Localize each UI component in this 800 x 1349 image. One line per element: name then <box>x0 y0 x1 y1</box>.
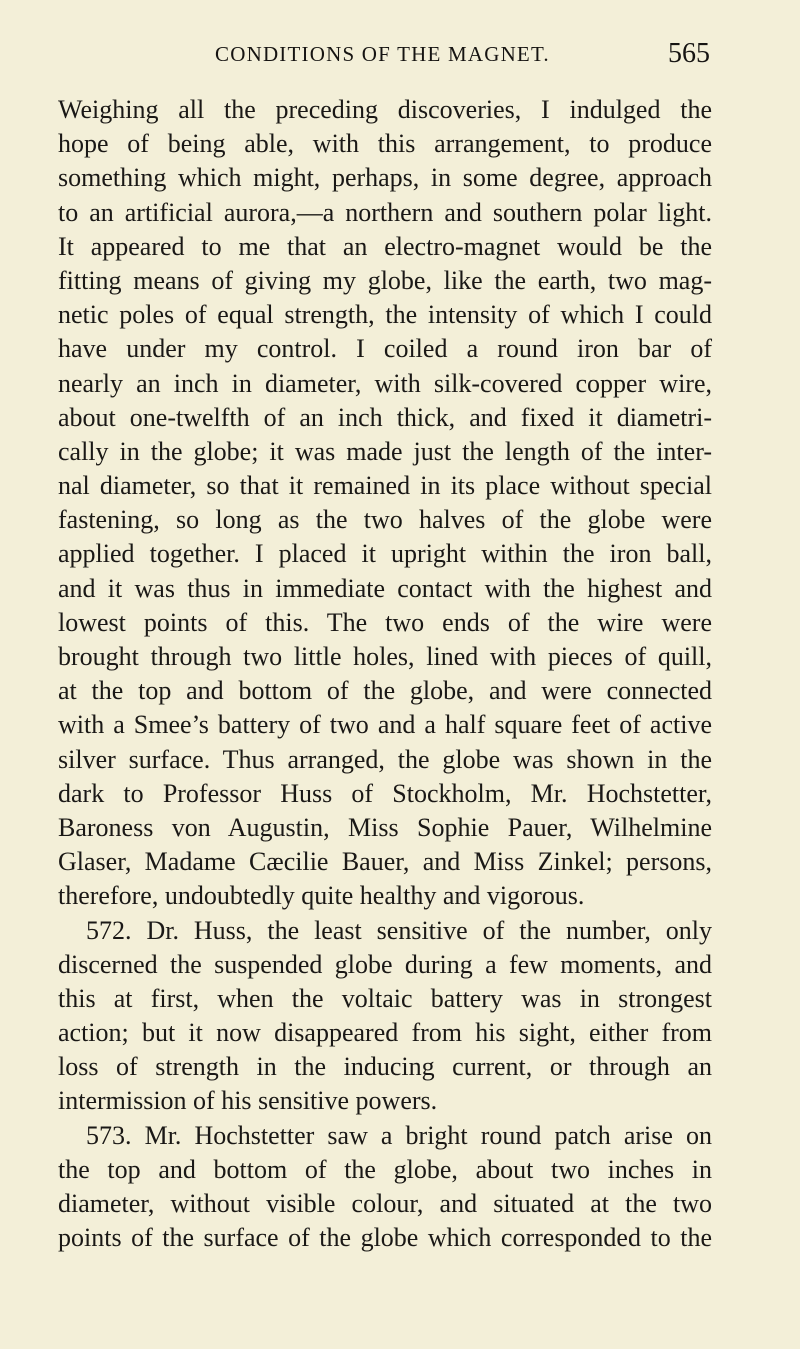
text-line: have under my control. I coiled a round iron bar of <box>58 334 712 364</box>
page-header <box>60 38 710 78</box>
text-line: points of the surface of the globe which corresponded to the <box>58 1223 712 1253</box>
text-line: the top and bottom of the globe, about two inches in <box>58 1154 712 1184</box>
text-line: fitting means of giving my globe, like the earth, two mag- <box>58 265 712 295</box>
text-line: Glaser, Madame Cæcilie Bauer, and Miss Zinkel; persons, <box>58 847 712 877</box>
text-line: about one-twelfth of an inch thick, and fixed it diametri- <box>58 402 712 432</box>
text-line: loss of strength in the inducing current, or through an <box>58 1052 712 1082</box>
text-line: diameter, without visible colour, and situated at the two <box>58 1189 712 1218</box>
text-line: hope of being able, with this arrangement, to produce <box>58 129 712 159</box>
paragraph-last-line: therefore, undoubtedly quite healthy and vigorous. <box>58 881 585 911</box>
text-line: It appeared to me that an electro-magnet would be the <box>58 231 712 261</box>
text-line: this at first, when the voltaic battery was in strongest <box>58 983 712 1013</box>
paragraph-573-first-line: 573. Mr. Hochstetter saw a bright round patch arise on <box>86 1120 712 1150</box>
text-line: brought through two little holes, lined with pieces of quill, <box>58 642 712 671</box>
body-text <box>58 93 712 1255</box>
text-line: Baroness von Augustin, Miss Sophie Pauer, Wilhelmine <box>58 812 712 842</box>
text-line: netic poles of equal strength, the intensity of which I could <box>58 300 712 330</box>
paragraph-last-line: intermission of his sensitive powers. <box>58 1086 438 1116</box>
text-line: silver surface. Thus arranged, the globe was shown in the <box>58 744 712 774</box>
text-line: cally in the globe; it was made just the length of the inter- <box>58 436 712 466</box>
page-number: 565 <box>668 38 710 69</box>
text-line: at the top and bottom of the globe, and were connected <box>58 676 712 706</box>
text-line: discerned the suspended globe during a few moments, and <box>58 949 712 979</box>
text-line: to an artificial aurora,—a northern and southern polar light. <box>58 197 712 227</box>
text-line: nearly an inch in diameter, with silk-covered copper wire, <box>58 368 712 398</box>
text-line: applied together. I placed it upright within the iron ball, <box>58 539 712 569</box>
text-line: dark to Professor Huss of Stockholm, Mr. Hochstetter, <box>58 778 712 808</box>
text-line: with a Smee’s battery of two and a half square feet of active <box>58 710 712 740</box>
text-line: nal diameter, so that it remained in its place without special <box>58 471 712 501</box>
text-line: something which might, perhaps, in some degree, approach <box>58 163 712 193</box>
text-line: fastening, so long as the two halves of the globe were <box>58 505 712 535</box>
text-line: lowest points of this. The two ends of the wire were <box>58 607 712 637</box>
text-line: action; but it now disappeared from his sight, either from <box>58 1018 712 1048</box>
paragraph-572-first-line: 572. Dr. Huss, the least sensitive of the number, only <box>86 915 712 945</box>
text-line: and it was thus in immediate contact with the highest and <box>58 573 712 603</box>
running-head: CONDITIONS OF THE MAGNET. <box>215 42 550 66</box>
text-line: Weighing all the preceding discoveries, I indulged the <box>58 95 712 124</box>
